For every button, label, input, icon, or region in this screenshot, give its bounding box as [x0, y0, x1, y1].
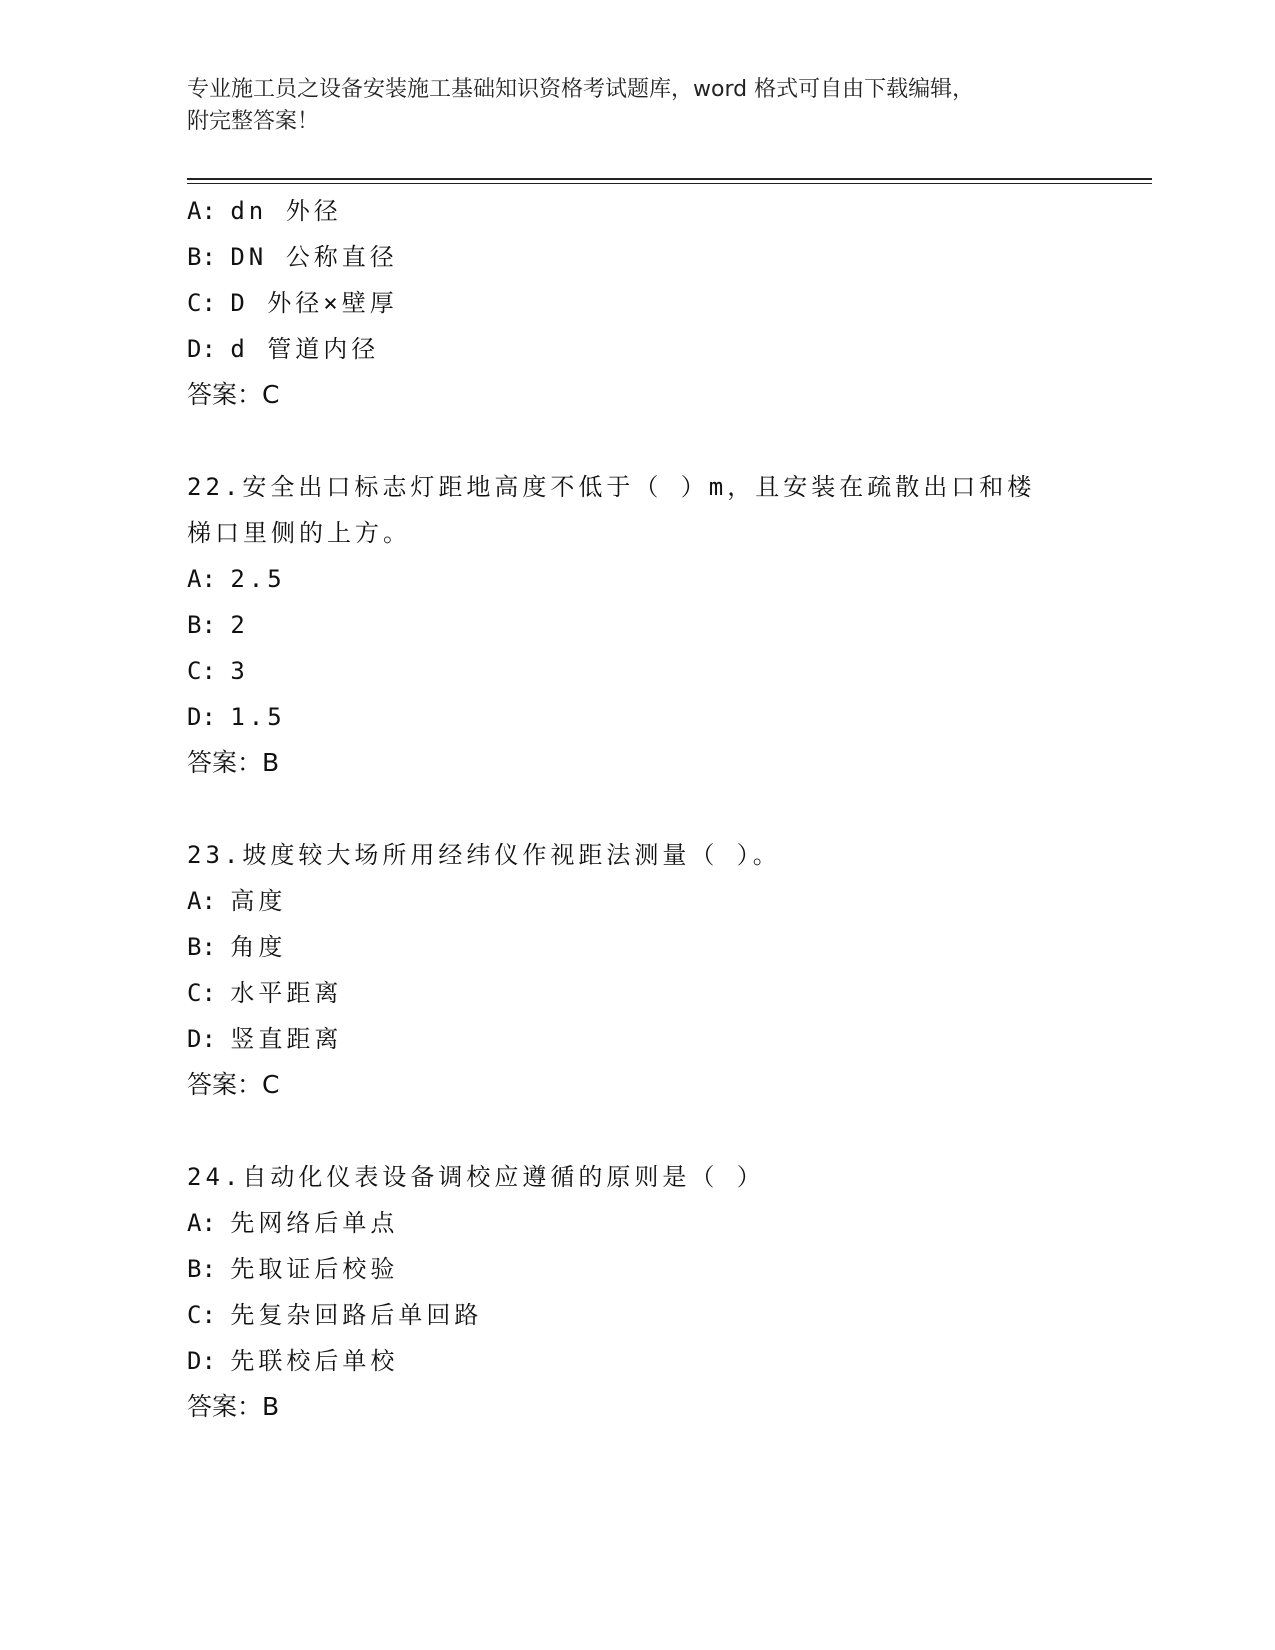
question-stem: 23.坡度较大场所用经纬仪作视距法测量（ ）。: [187, 841, 781, 869]
question-stem: 22.安全出口标志灯距地高度不低于（ ）m，且安装在疏散出口和楼梯口里侧的上方。: [187, 473, 1036, 547]
question-stem: 24.自动化仪表设备调校应遵循的原则是（ ）: [187, 1163, 765, 1191]
option-a: A: 高度: [187, 887, 287, 915]
option-b: B: 角度: [187, 933, 287, 961]
option-c: C: 3: [187, 657, 249, 685]
option-d: D: 1.5: [187, 703, 286, 731]
question-list: [187, 188, 1152, 1430]
option-a: A: 先网络后单点: [187, 1209, 399, 1237]
option-b: B: 先取证后校验: [187, 1255, 399, 1283]
option-d: D: 先联校后单校: [187, 1347, 399, 1375]
option-a: A: 2.5: [187, 565, 286, 593]
header-rule-thick: [187, 178, 1152, 180]
option-b: B: DN 公称直径: [187, 243, 398, 271]
option-c: C: 先复杂回路后单回路: [187, 1301, 483, 1329]
option-d: D: d 管道内径: [187, 335, 380, 363]
header-line-1: 专业施工员之设备安装施工基础知识资格考试题库，word 格式可自由下载编辑，: [187, 77, 975, 102]
document-header: [187, 74, 1087, 138]
header-rule-thin: [187, 183, 1152, 184]
question-22: [187, 464, 1152, 786]
question-23: [187, 832, 1152, 1108]
answer: 答案：C: [187, 380, 280, 409]
option-b: B: 2: [187, 611, 249, 639]
option-a: A: dn 外径: [187, 197, 342, 225]
answer: 答案：B: [187, 1392, 280, 1421]
option-d: D: 竖直距离: [187, 1025, 343, 1053]
header-line-2: 附完整答案！: [187, 109, 320, 134]
answer: 答案：C: [187, 1070, 280, 1099]
option-c: C: D 外径×壁厚: [187, 289, 398, 317]
answer: 答案：B: [187, 748, 280, 777]
question-21: [187, 188, 1152, 418]
option-c: C: 水平距离: [187, 979, 343, 1007]
question-24: [187, 1154, 1152, 1430]
